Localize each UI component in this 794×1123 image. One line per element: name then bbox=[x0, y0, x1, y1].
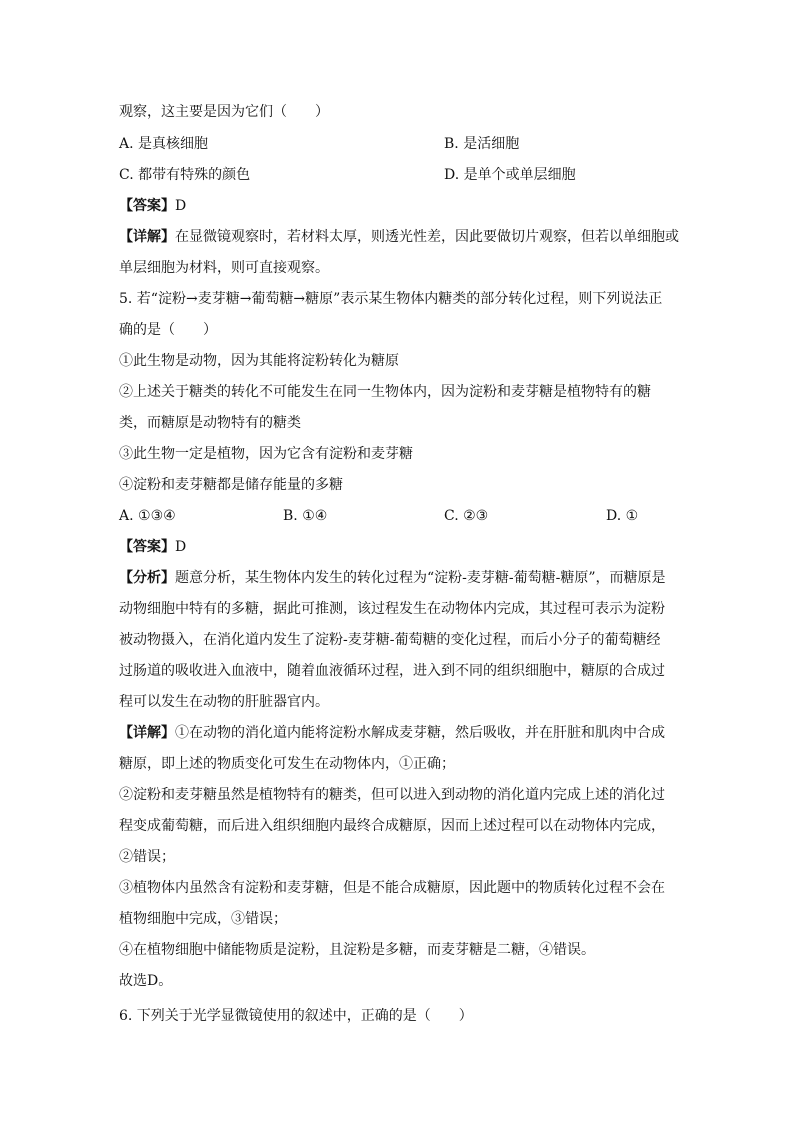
q5-detail-line-8: ④在植物细胞中储能物质是淀粉，且淀粉是多糖，而麦芽糖是二糖，④错误。 bbox=[119, 942, 595, 958]
q5-analysis-line-1: 【分析】题意分析，某生物体内发生的转化过程为“淀粉-麦芽糖-葡萄糖-糖原”，而糖原是 bbox=[119, 570, 666, 586]
q5-statement-1: ①此生物是动物，因为其能将淀粉转化为糖原 bbox=[119, 353, 399, 369]
q5-statement-4: ④淀粉和麦芽糖都是储存能量的多糖 bbox=[119, 477, 343, 493]
q5-analysis-line-3: 被动物摄入，在消化道内发生了淀粉-麦芽糖-葡萄糖的变化过程，而后小分子的葡萄糖经 bbox=[119, 632, 661, 648]
q5-stem-line-2: 确的是（ ） bbox=[119, 322, 217, 338]
q5-option-b: B. ①④ bbox=[283, 508, 328, 524]
q5-detail-line-1: 【详解】①在动物的消化道内能将淀粉水解成麦芽糖，然后吸收，并在肝脏和肌肉中合成 bbox=[119, 725, 665, 741]
q5-detail-line-3: ②淀粉和麦芽糖虽然是植物特有的糖类，但可以进入到动物的消化道内完成上述的消化过 bbox=[119, 787, 665, 803]
prev-option-d: D. 是单个或单层细胞 bbox=[444, 167, 576, 183]
q5-detail-line-2: 糖原，即上述的物质变化可发生在动物体内，①正确； bbox=[119, 756, 455, 772]
q6-stem: 6. 下列关于光学显微镜使用的叙述中，正确的是（ ） bbox=[119, 1008, 473, 1024]
q5-detail-line-6: ③植物体内虽然含有淀粉和麦芽糖，但是不能合成糖原，因此题中的物质转化过程不会在 bbox=[119, 880, 665, 896]
q5-detail-line-4: 程变成葡萄糖，而后进入组织细胞内最终合成糖原，因而上述过程可以在动物体内完成， bbox=[119, 818, 665, 834]
prev-option-b: B. 是活细胞 bbox=[444, 136, 520, 152]
q5-analysis-line-2: 动物细胞中特有的多糖，据此可推测，该过程发生在动物体内完成，其过程可表示为淀粉 bbox=[119, 601, 665, 617]
q5-statement-2b: 类，而糖原是动物特有的糖类 bbox=[119, 415, 301, 431]
q5-detail-line-5: ②错误； bbox=[119, 849, 175, 865]
prev-question-stem-tail: 观察，这主要是因为它们（ ） bbox=[119, 104, 329, 120]
q5-stem-line-1: 5. 若“淀粉→麦芽糖→葡萄糖→糖原”表示某生物体内糖类的部分转化过程，则下列说法正 bbox=[119, 291, 663, 307]
q5-statement-2a: ②上述关于糖类的转化不可能发生在同一生物体内，因为淀粉和麦芽糖是植物特有的糖 bbox=[119, 384, 651, 400]
q5-answer: 【答案】D bbox=[119, 539, 187, 555]
prev-detail-line-2: 单层细胞为材料，则可直接观察。 bbox=[119, 260, 329, 276]
q5-option-c: C. ②③ bbox=[444, 508, 489, 524]
q5-statement-3: ③此生物一定是植物，因为它含有淀粉和麦芽糖 bbox=[119, 446, 413, 462]
q5-option-a: A. ①③④ bbox=[119, 508, 176, 524]
prev-option-c: C. 都带有特殊的颜色 bbox=[119, 167, 251, 183]
prev-detail-line-1: 【详解】在显微镜观察时，若材料太厚，则透光性差，因此要做切片观察，但若以单细胞或 bbox=[119, 229, 679, 245]
q5-conclusion: 故选D。 bbox=[119, 973, 173, 989]
prev-option-a: A. 是真核细胞 bbox=[119, 136, 209, 152]
q5-option-d: D. ① bbox=[606, 508, 639, 524]
q5-analysis-line-5: 程可以发生在动物的肝脏器官内。 bbox=[119, 694, 329, 710]
q5-analysis-line-4: 过肠道的吸收进入血液中，随着血液循环过程，进入到不同的组织细胞中，糖原的合成过 bbox=[119, 663, 665, 679]
q5-detail-line-7: 植物细胞中完成，③错误； bbox=[119, 911, 287, 927]
prev-answer: 【答案】D bbox=[119, 198, 187, 214]
